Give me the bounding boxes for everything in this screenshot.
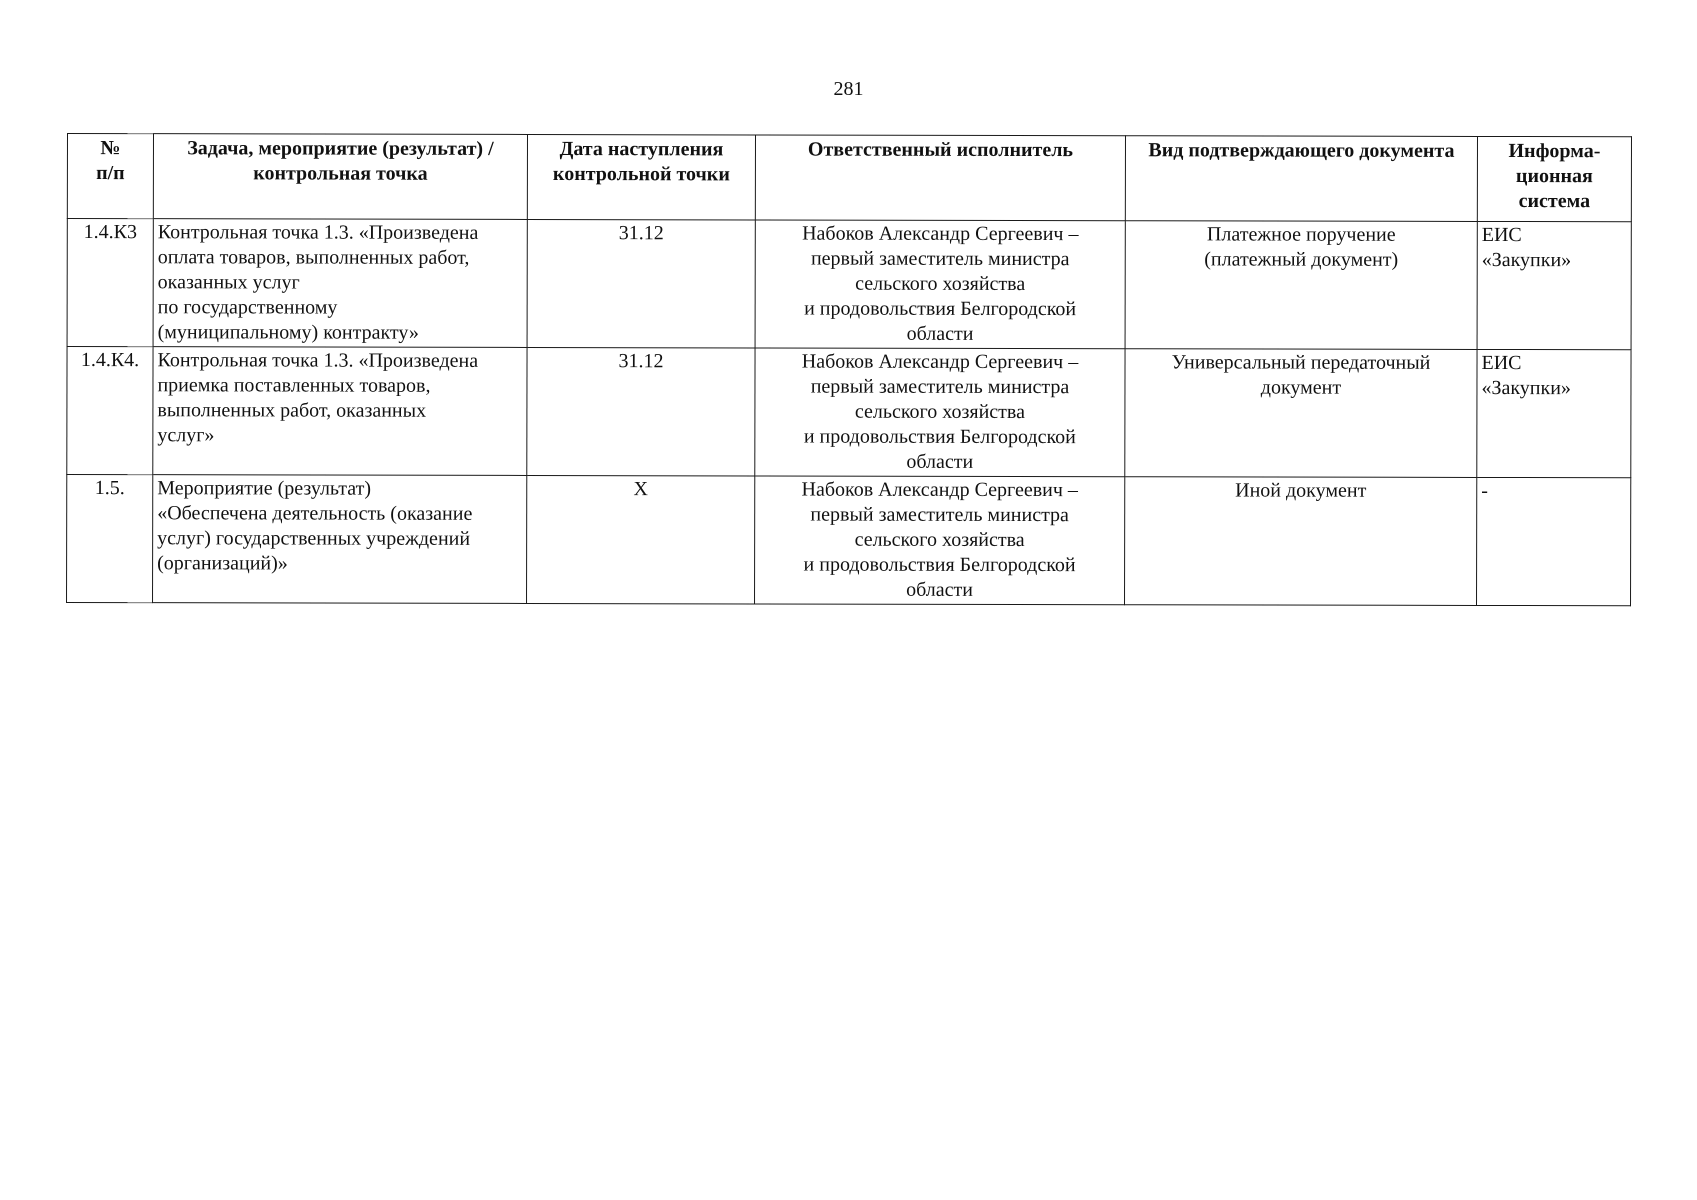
row-system: - [1477,477,1631,605]
row-date: 31.12 [527,219,755,347]
row-system: ЕИС «Закупки» [1477,221,1631,349]
table-row [67,219,1631,350]
row-task: Контрольная точка 1.3. «Произведена приемка поставленных товаров, выполненных работ, оказанных услуг» [153,347,527,476]
row-system: ЕИС «Закупки» [1477,349,1631,477]
header-date: Дата наступления контрольной точки [527,134,755,219]
row-task: Контрольная точка 1.3. «Произведена оплата товаров, выполненных работ, оказанных услуг по государственному (муниципальному) контракту» [153,219,527,348]
table-row [67,347,1631,478]
row-task: Мероприятие (результат) «Обеспечена деятельность (оказание услуг) государственных учреждений (организаций)» [153,475,527,604]
row-date: 31.12 [527,347,755,475]
table-header-row [67,134,1631,222]
header-system: Информа- ционная система [1477,136,1631,221]
page-number: 281 [833,78,864,100]
row-document: Платежное поручение (платежный документ) [1125,221,1477,350]
row-num: 1.4.К3 [67,219,153,347]
row-document: Универсальный передаточный документ [1125,349,1477,478]
row-responsible: Набоков Александр Сергеевич – первый заместитель министра сельского хозяйства и продовольствия Белгородской области [755,476,1125,605]
control-points-table [66,133,1632,606]
row-document: Иной документ [1125,477,1477,606]
header-task: Задача, мероприятие (результат) / контрольная точка [153,134,527,220]
row-responsible: Набоков Александр Сергеевич – первый заместитель министра сельского хозяйства и продовольствия Белгородской области [755,348,1125,477]
row-date: Х [527,475,755,603]
header-document: Вид подтверждающего документа [1125,136,1477,222]
header-responsible: Ответственный исполнитель [755,135,1125,221]
table-row [67,475,1631,606]
row-responsible: Набоков Александр Сергеевич – первый заместитель министра сельского хозяйства и продовольствия Белгородской области [755,220,1125,349]
row-num: 1.5. [67,475,153,603]
row-num: 1.4.К4. [67,347,153,475]
header-num: № п/п [67,134,153,219]
